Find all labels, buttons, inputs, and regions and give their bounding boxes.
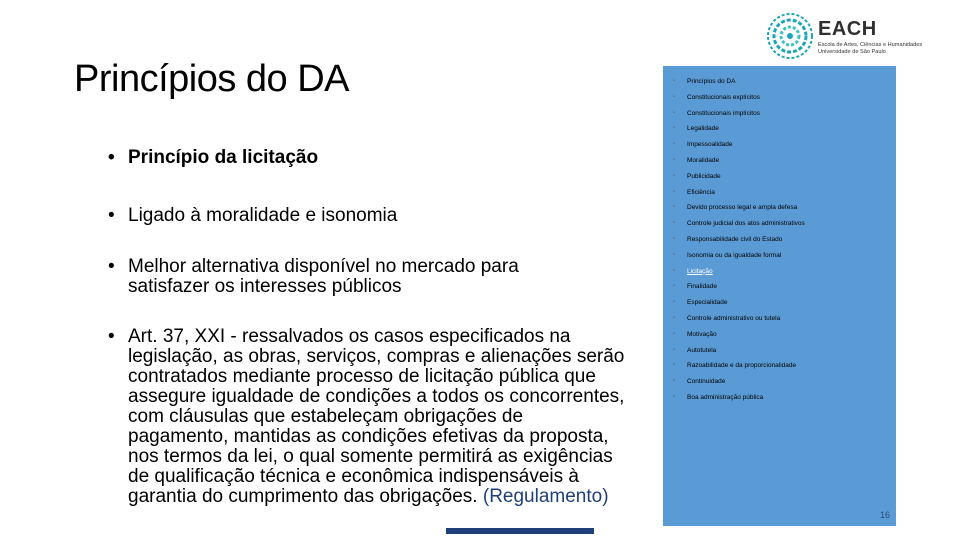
navigation-panel xyxy=(663,66,896,526)
slide-title: Princípios do DA xyxy=(74,58,350,100)
nav-item[interactable]: ◦ Responsabilidade civil do Estado xyxy=(663,232,896,248)
bullet-item xyxy=(108,327,628,507)
bullet-list xyxy=(108,148,648,536)
nav-list xyxy=(663,74,896,406)
bullet-text: Melhor alternativa disponível no mercado para satisfazer os interesses públicos xyxy=(128,256,519,297)
nav-item[interactable]: ◦ Devido processo legal e ampla defesa xyxy=(663,200,896,216)
link-underline xyxy=(446,528,594,534)
logo-subtitle-line: Escola de Artes, Ciências e Humanidades xyxy=(818,42,923,48)
logo-subtitle-line: Universidade de São Paulo xyxy=(818,48,886,55)
nav-item[interactable]: ◦ Controle administrativo ou tutela xyxy=(663,311,896,327)
bullet-text: Ligado à moralidade e isonomia xyxy=(128,205,398,226)
nav-item[interactable]: ◦ Motivação xyxy=(663,327,896,343)
nav-item[interactable]: ◦ Eficiência xyxy=(663,185,896,201)
nav-item[interactable]: ◦ Finalidade xyxy=(663,279,896,295)
nav-item[interactable]: ◦ Continuidade xyxy=(663,374,896,390)
nav-item[interactable]: ◦ Licitação xyxy=(663,264,896,280)
nav-item[interactable]: ◦ Impessoalidade xyxy=(663,137,896,153)
page-number: 16 xyxy=(879,510,890,520)
nav-item[interactable]: ◦ Boa administração pública xyxy=(663,390,896,406)
bullet-item xyxy=(108,206,648,226)
nav-item[interactable]: ◦ Publicidade xyxy=(663,169,896,185)
nav-item[interactable]: ◦ Princípios do DA xyxy=(663,74,896,90)
bullet-text: Art. 37, XXI - ressalvados os casos especificados na legislação, as obras, serviços, compras e alienações serão contratados mediante processo de licitação pública que assegure igualdade de condições a todos os concorrentes, com cláusulas que estabeleçam obrigações de pagamento, mantidas as condições efetivas da proposta, nos termos da lei, o qual somente permitirá as exigências de qualificação técnica e econômica indispensáveis à garantia do cumprimento das obrigações. xyxy=(128,326,625,507)
nav-item[interactable]: ◦ Controle judicial dos atos administrativos xyxy=(663,216,896,232)
nav-item[interactable]: ◦ Autotutela xyxy=(663,343,896,359)
nav-item[interactable]: ◦ Isonomia ou da igualdade formal xyxy=(663,248,896,264)
logo-subtitle xyxy=(818,42,953,56)
nav-item[interactable]: ◦ Constitucionais implícitos xyxy=(663,106,896,122)
regulamento-link[interactable]: (Regulamento) xyxy=(482,486,609,507)
bullet-text: Princípio da licitação xyxy=(128,147,319,168)
nav-item[interactable]: ◦ Constitucionais explícitos xyxy=(663,90,896,106)
bullet-item xyxy=(108,148,648,168)
nav-item[interactable]: ◦ Legalidade xyxy=(663,121,896,137)
nav-item[interactable]: ◦ Moralidade xyxy=(663,153,896,169)
bullet-item xyxy=(108,257,598,297)
nav-item[interactable]: ◦ Especialidade xyxy=(663,295,896,311)
logo-wordmark: EACH xyxy=(818,18,877,40)
nav-item[interactable]: ◦ Razoabilidade e da proporcionalidade xyxy=(663,358,896,374)
